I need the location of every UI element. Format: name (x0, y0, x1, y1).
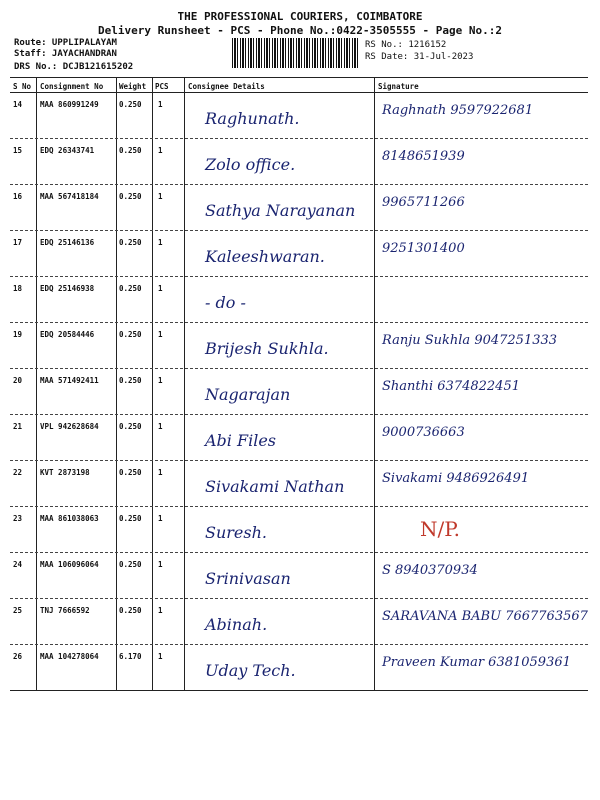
row-pcs: 1 (158, 146, 163, 155)
col-header-weight: Weight (119, 82, 147, 91)
row-sno: 21 (13, 422, 23, 431)
row-signature-handwritten: Shanthi 6374822451 (382, 379, 520, 394)
row-separator (10, 414, 588, 415)
row-sno: 24 (13, 560, 23, 569)
row-separator (10, 138, 588, 139)
row-separator (10, 276, 588, 277)
row-sno: 16 (13, 192, 23, 201)
row-sno: 23 (13, 514, 23, 523)
row-weight: 0.250 (119, 100, 142, 109)
row-consignee-handwritten: Raghunath. (205, 109, 300, 128)
row-consignee-handwritten: Sivakami Nathan (205, 477, 345, 496)
row-signature-handwritten: 9251301400 (382, 241, 465, 256)
table-header-rule (10, 92, 588, 93)
row-weight: 0.250 (119, 468, 142, 477)
row-consignment-no: MAA 571492411 (40, 376, 99, 385)
row-pcs: 1 (158, 100, 163, 109)
rs-date: RS Date: 31-Jul-2023 (365, 52, 474, 62)
row-weight: 0.250 (119, 606, 142, 615)
row-pcs: 1 (158, 422, 163, 431)
row-pcs: 1 (158, 238, 163, 247)
row-consignment-no: VPL 942628684 (40, 422, 99, 431)
row-sno: 22 (13, 468, 23, 477)
row-signature-handwritten: N/P. (420, 517, 460, 541)
row-signature-handwritten: SARAVANA BABU 7667763567 (382, 609, 588, 624)
row-pcs: 1 (158, 606, 163, 615)
runsheet-subtitle: Delivery Runsheet - PCS - Phone No.:0422-3505555 - Page No.:2 (98, 24, 502, 37)
row-consignment-no: KVT 2873198 (40, 468, 90, 477)
row-consignment-no: MAA 860991249 (40, 100, 99, 109)
row-weight: 0.250 (119, 514, 142, 523)
row-consignment-no: MAA 567418184 (40, 192, 99, 201)
col-header-consignment: Consignment No (40, 82, 104, 91)
company-title: THE PROFESSIONAL COURIERS, COIMBATORE (177, 10, 423, 23)
col-header-pcs: PCS (155, 82, 169, 91)
row-separator (10, 184, 588, 185)
row-consignment-no: EDQ 25146136 (40, 238, 95, 247)
row-sno: 26 (13, 652, 23, 661)
row-pcs: 1 (158, 376, 163, 385)
row-consignment-no: EDQ 26343741 (40, 146, 95, 155)
row-weight: 0.250 (119, 560, 142, 569)
row-signature-handwritten: 9000736663 (382, 425, 465, 440)
route-label: Route: UPPLIPALAYAM (14, 38, 117, 48)
row-separator (10, 230, 588, 231)
row-consignee-handwritten: Srinivasan (205, 569, 291, 588)
row-consignment-no: MAA 104278064 (40, 652, 99, 661)
row-sno: 20 (13, 376, 23, 385)
row-consignment-no: EDQ 20584446 (40, 330, 95, 339)
row-pcs: 1 (158, 514, 163, 523)
row-consignment-no: EDQ 25146938 (40, 284, 95, 293)
row-signature-handwritten: Praveen Kumar 6381059361 (382, 655, 571, 670)
row-separator (10, 506, 588, 507)
row-signature-handwritten: Ranju Sukhla 9047251333 (382, 333, 558, 348)
row-consignee-handwritten: Nagarajan (205, 385, 291, 404)
col-header-signature: Signature (378, 82, 419, 91)
row-separator (10, 460, 588, 461)
row-consignment-no: TNJ 7666592 (40, 606, 90, 615)
row-consignee-handwritten: Abi Files (205, 431, 277, 450)
row-consignee-handwritten: Abinah. (205, 615, 268, 634)
row-weight: 6.170 (119, 652, 142, 661)
table-bottom-rule (10, 690, 588, 691)
row-pcs: 1 (158, 652, 163, 661)
row-sno: 25 (13, 606, 23, 615)
row-signature-handwritten: S 8940370934 (382, 563, 478, 578)
row-sno: 18 (13, 284, 23, 293)
row-pcs: 1 (158, 284, 163, 293)
row-consignee-handwritten: Sathya Narayanan (205, 201, 356, 220)
row-sno: 15 (13, 146, 23, 155)
row-separator (10, 598, 588, 599)
row-sno: 19 (13, 330, 23, 339)
row-signature-handwritten: Raghnath 9597922681 (382, 103, 534, 118)
row-consignee-handwritten: Brijesh Sukhla. (205, 339, 329, 358)
row-signature-handwritten: 9965711266 (382, 195, 465, 210)
row-consignee-handwritten: Suresh. (205, 523, 267, 542)
barcode (232, 38, 360, 68)
row-separator (10, 368, 588, 369)
row-weight: 0.250 (119, 146, 142, 155)
col-header-consignee: Consignee Details (188, 82, 265, 91)
row-signature-handwritten: Sivakami 9486926491 (382, 471, 530, 486)
table-top-rule (10, 77, 588, 78)
row-pcs: 1 (158, 468, 163, 477)
staff-label: Staff: JAYACHANDRAN (14, 49, 117, 59)
drs-number: DRS No.: DCJB121615202 (14, 62, 134, 72)
row-weight: 0.250 (119, 238, 142, 247)
row-pcs: 1 (158, 192, 163, 201)
row-separator (10, 322, 588, 323)
row-consignee-handwritten: Uday Tech. (205, 661, 296, 680)
row-signature-handwritten: 8148651939 (382, 149, 465, 164)
row-consignment-no: MAA 106096064 (40, 560, 99, 569)
row-weight: 0.250 (119, 376, 142, 385)
row-sno: 17 (13, 238, 23, 247)
row-pcs: 1 (158, 330, 163, 339)
row-pcs: 1 (158, 560, 163, 569)
row-separator (10, 644, 588, 645)
rs-number: RS No.: 1216152 (365, 40, 447, 50)
col-header-sno: S No (13, 82, 32, 91)
row-sno: 14 (13, 100, 23, 109)
row-consignee-handwritten: - do - (205, 293, 246, 312)
row-separator (10, 552, 588, 553)
row-consignment-no: MAA 861038063 (40, 514, 99, 523)
row-weight: 0.250 (119, 422, 142, 431)
row-weight: 0.250 (119, 192, 142, 201)
row-consignee-handwritten: Kaleeshwaran. (205, 247, 325, 266)
row-weight: 0.250 (119, 284, 142, 293)
row-weight: 0.250 (119, 330, 142, 339)
row-consignee-handwritten: Zolo office. (205, 155, 296, 174)
